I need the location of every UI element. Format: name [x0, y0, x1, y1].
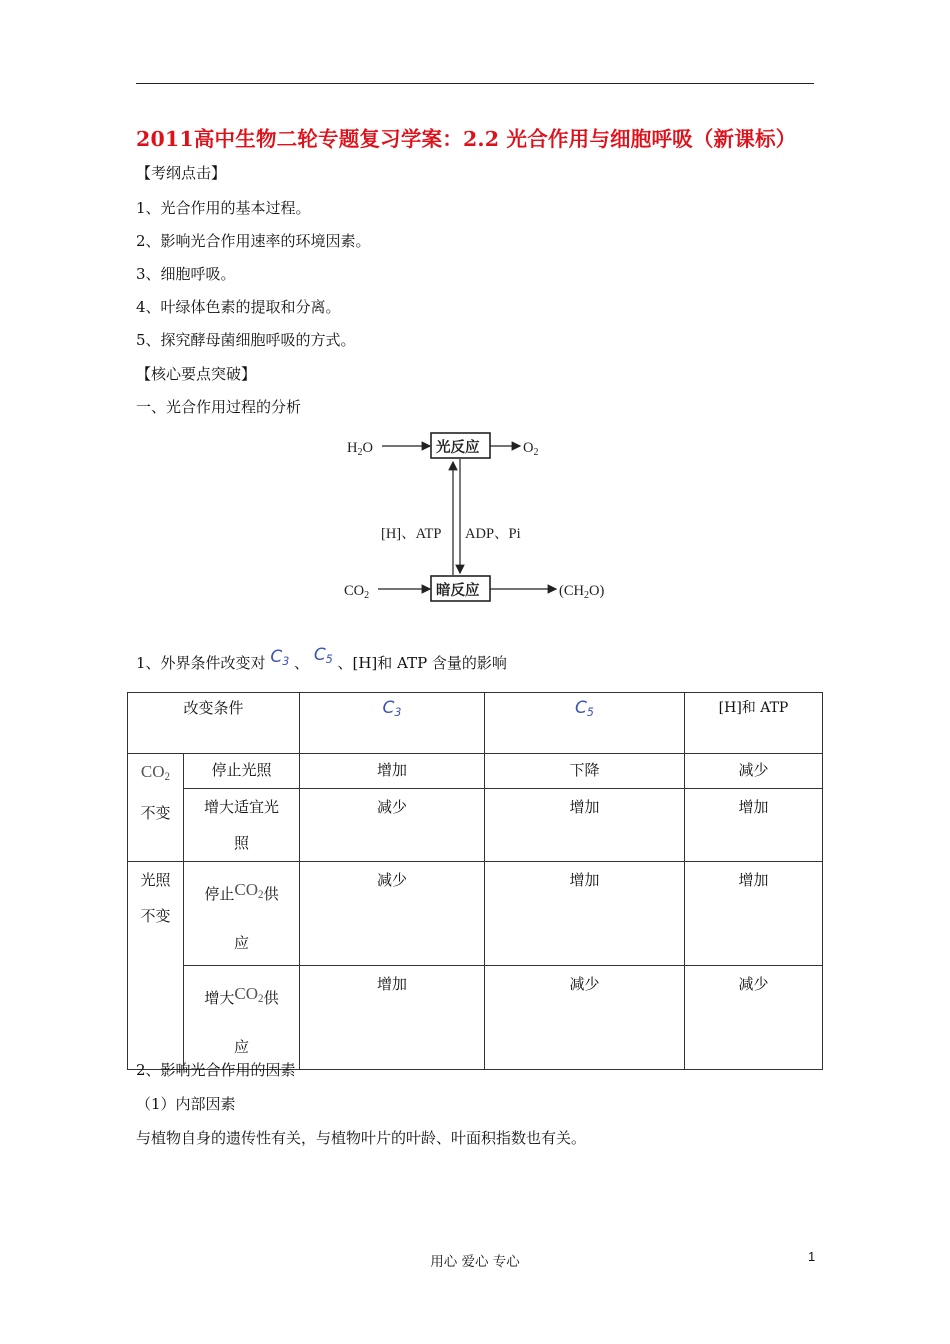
table-row [128, 754, 823, 789]
effects-table [127, 692, 823, 1070]
cell-c5: 减少 [485, 965, 685, 1069]
q1-suffix: 、[H]和 ATP 含量的影响 [337, 654, 507, 672]
co2-label: $CO_2$ [344, 583, 370, 601]
condition-stop-light: 停止光照 [184, 754, 300, 789]
kaogang-item: 4、叶绿体色素的提取和分离。 [136, 298, 341, 316]
condition-increase-light: 增大适宜光 照 [184, 789, 300, 862]
cell-h-atp: 增加 [685, 862, 823, 966]
table-row [128, 789, 823, 862]
kaogang-item: 5、探究酵母菌细胞呼吸的方式。 [136, 331, 356, 349]
o2-label: $O_2$ [523, 440, 539, 458]
kaogang-heading: 【考纲点击】 [136, 164, 227, 182]
cell-c3: 减少 [300, 862, 485, 966]
ch2o-label: $(CH_2O)$ [559, 583, 605, 601]
internal-factors-text: 与植物自身的遗传性有关，与植物叶片的叶龄、叶面积指数也有关。 [136, 1129, 587, 1147]
adp-pi-label: ADP、Pi [465, 526, 521, 542]
condition-stop-co2: 停止$CO_2$供 应 [184, 862, 300, 966]
kaogang-item: 1、光合作用的基本过程。 [136, 199, 311, 217]
c3-symbol: $C_3$ [270, 647, 290, 668]
cell-h-atp: 减少 [685, 965, 823, 1069]
c5-symbol: $C_5$ [313, 645, 333, 666]
dark-reaction-label: 暗反应 [436, 583, 480, 599]
table-row [128, 862, 823, 966]
page-number: 1 [808, 1249, 816, 1264]
cell-c3: 增加 [300, 754, 485, 789]
header-c3: $C_3$ [300, 693, 485, 754]
q1-sep: 、 [294, 654, 310, 672]
kaogang-item: 3、细胞呼吸。 [136, 265, 236, 283]
header-h-atp: [H]和 ATP [685, 693, 823, 754]
q1-prefix: 1、外界条件改变对 [136, 654, 266, 672]
photosynthesis-diagram [330, 425, 630, 610]
cell-c5: 下降 [485, 754, 685, 789]
h2o-label: $H_2O$ [347, 440, 373, 458]
hexin-heading: 【核心要点突破】 [136, 365, 257, 383]
condition-increase-co2: 增大$CO_2$供 应 [184, 965, 300, 1069]
cell-c3: 减少 [300, 789, 485, 862]
header-c5: $C_5$ [485, 693, 685, 754]
q2-heading: 2、影响光合作用的因素 [136, 1061, 296, 1079]
cell-c5: 增加 [485, 862, 685, 966]
group-light-constant: 光照 不变 [128, 862, 184, 1070]
group-co2-constant: $CO_2$ 不变 [128, 754, 184, 862]
footer-motto: 用心 爱心 专心 [430, 1254, 520, 1270]
header-rule [136, 83, 814, 84]
cell-c5: 增加 [485, 789, 685, 862]
cell-c3: 增加 [300, 965, 485, 1069]
kaogang-item: 2、影响光合作用速率的环境因素。 [136, 232, 371, 250]
document-title: 2011高中生物二轮专题复习学案：2.2 光合作用与细胞呼吸（新课标） [136, 127, 797, 151]
cell-h-atp: 减少 [685, 754, 823, 789]
internal-factors-heading: （1）内部因素 [136, 1095, 236, 1113]
light-reaction-label: 光反应 [436, 440, 480, 456]
table-header-row [128, 693, 823, 754]
q1-line [136, 645, 507, 674]
cell-h-atp: 增加 [685, 789, 823, 862]
h-atp-label: [H]、ATP [381, 526, 442, 542]
part1-heading: 一、光合作用过程的分析 [136, 398, 302, 416]
header-condition: 改变条件 [128, 693, 300, 754]
table-row [128, 965, 823, 1069]
